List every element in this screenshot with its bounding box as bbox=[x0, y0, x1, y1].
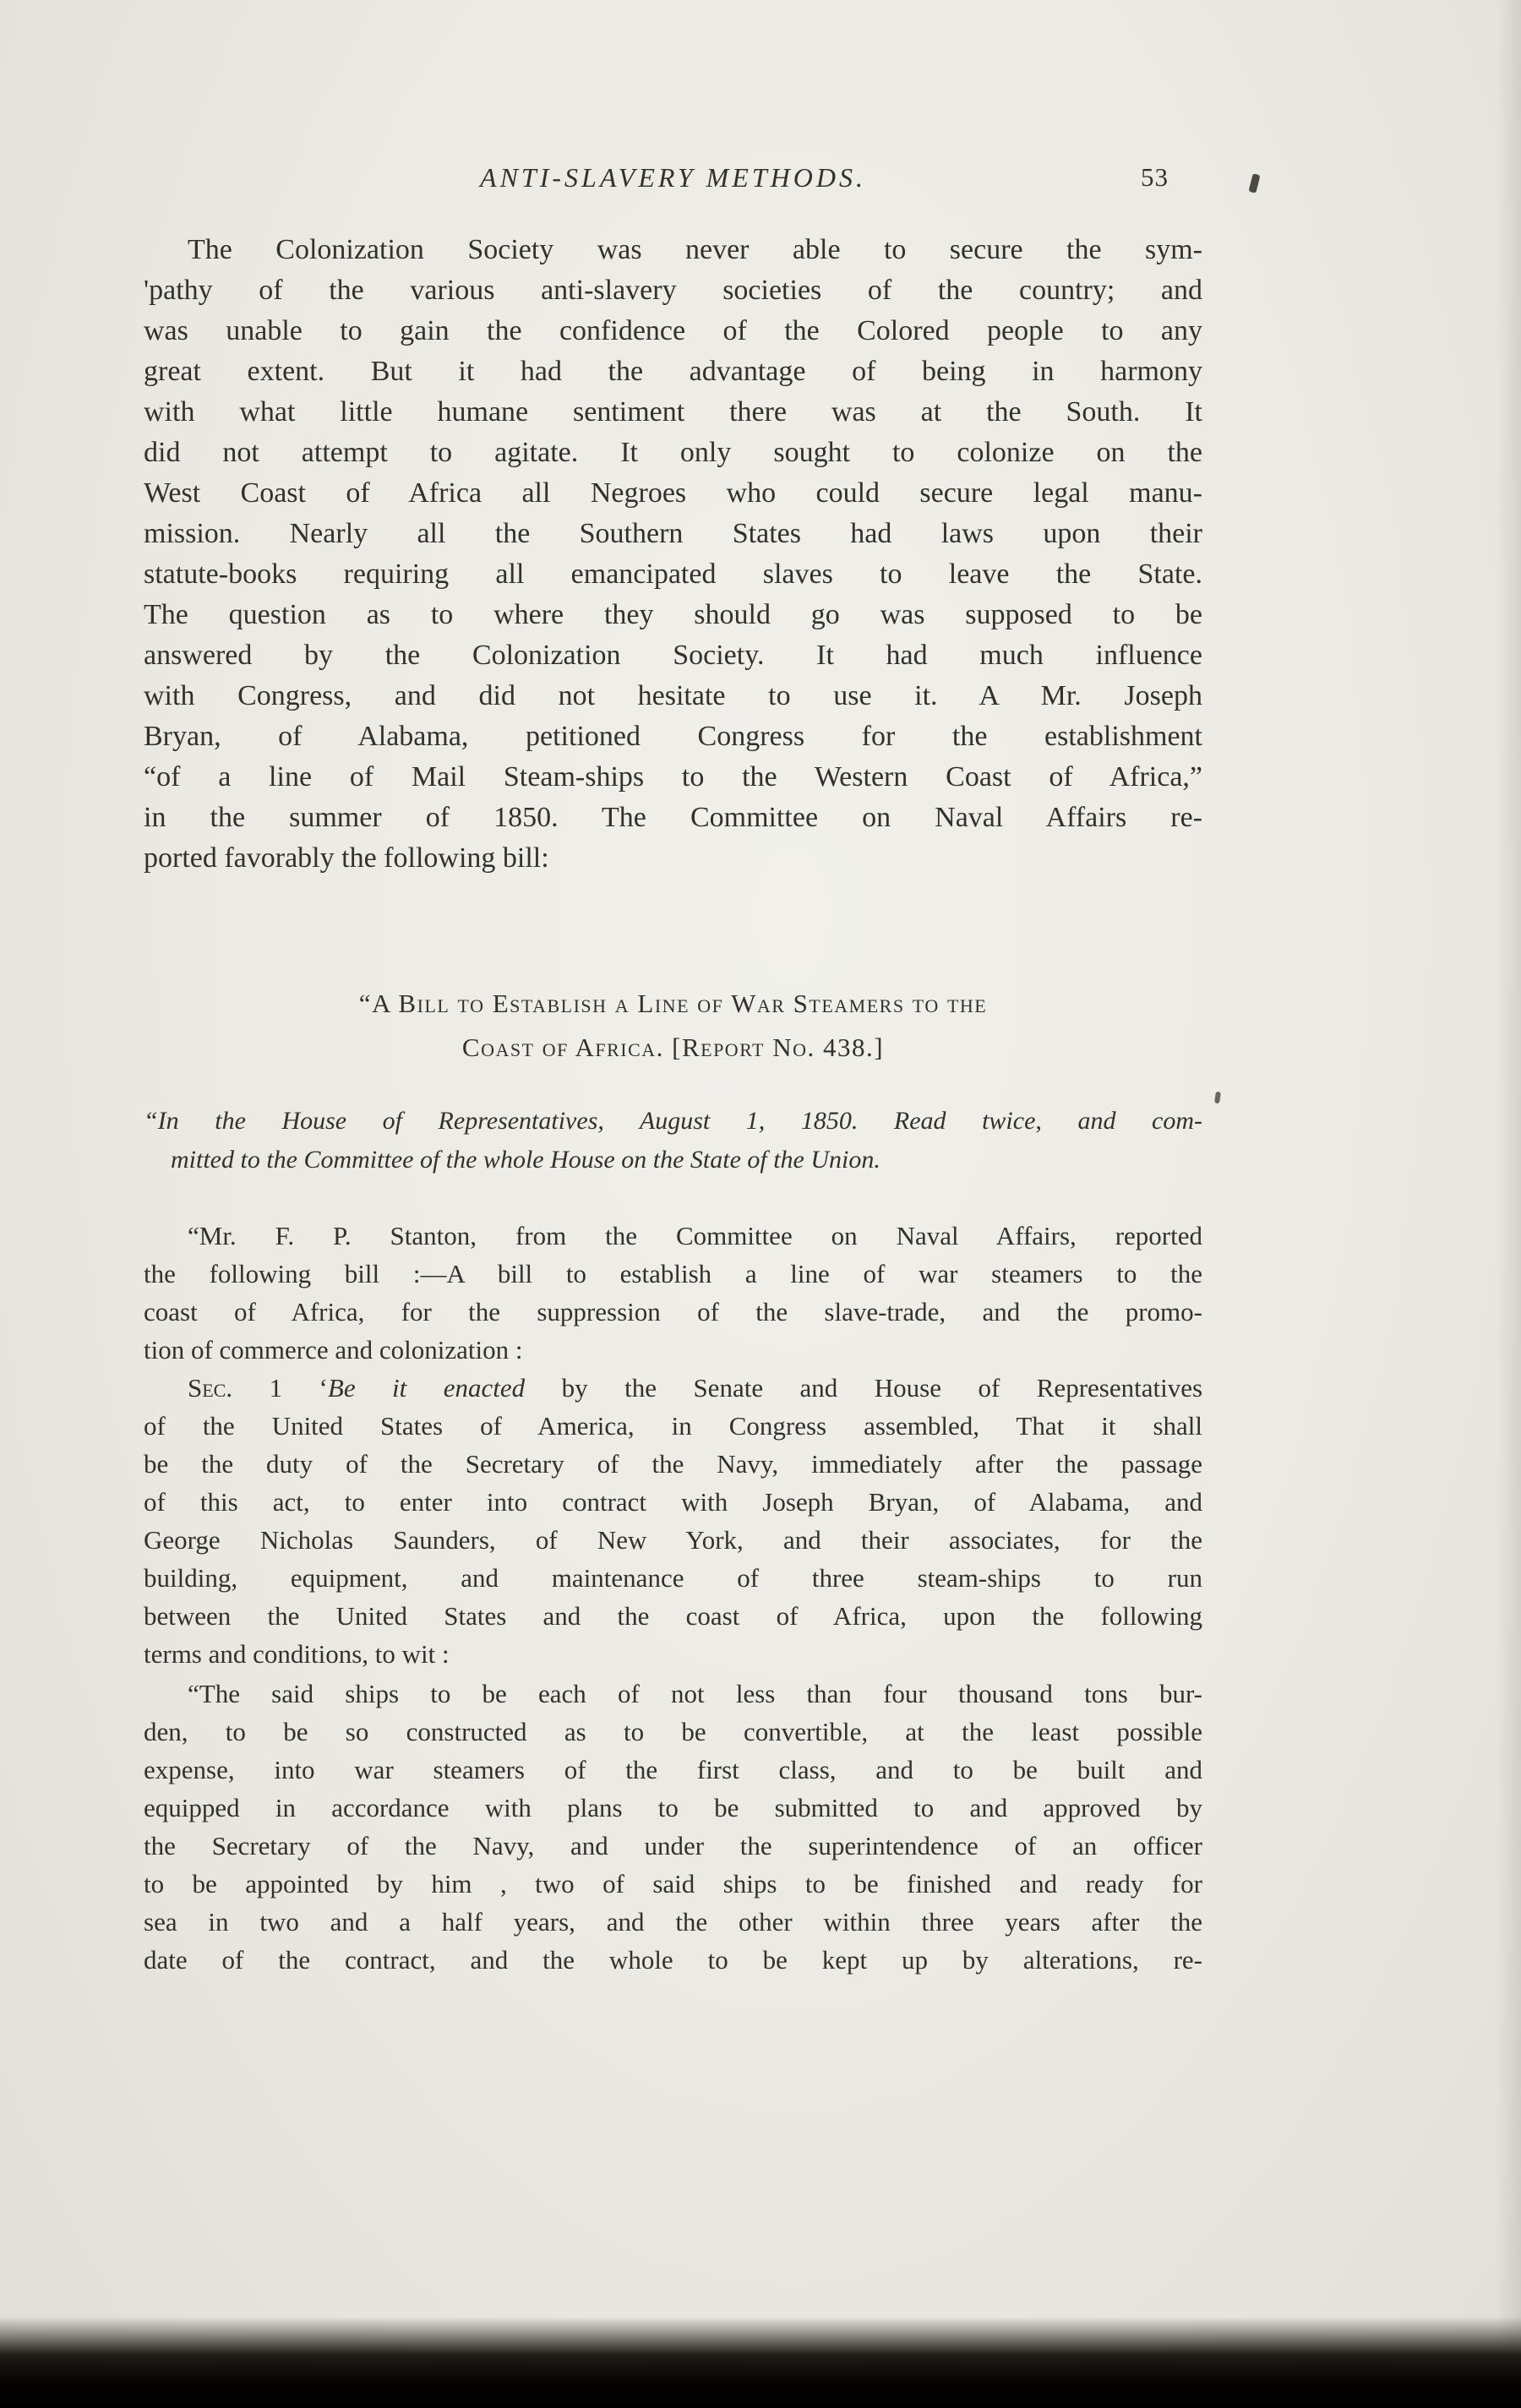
page-edge-shadow bbox=[1496, 0, 1521, 2408]
text-line: George Nicholas Saunders, of New York, and their associates, for the bbox=[144, 1525, 1202, 1555]
small-caps-text: Sec. bbox=[188, 1373, 233, 1403]
text-line: the following bill :—A bill to establish a line of war steamers to the bbox=[144, 1259, 1202, 1288]
text-line: The question as to where they should go was supposed to be bbox=[144, 599, 1202, 630]
bill-paragraph-section-1 bbox=[144, 1369, 1202, 1673]
text-line: mitted to the Committee of the whole House on the State of the Union. bbox=[171, 1146, 880, 1174]
chapter-title: ANTI-SLAVERY METHODS. bbox=[480, 162, 866, 193]
text-line: the Secretary of the Navy, and under the superintendence of an officer bbox=[144, 1831, 1202, 1860]
running-header bbox=[144, 162, 1202, 193]
text-line: did not attempt to agitate. It only sought to colonize on the bbox=[144, 437, 1202, 468]
text-line: West Coast of Africa all Negroes who could secure legal manu- bbox=[144, 477, 1202, 509]
text-line: sea in two and a half years, and the other within three years after the bbox=[144, 1907, 1202, 1937]
text-line: of the United States of America, in Congress assembled, That it shall bbox=[144, 1411, 1202, 1441]
scan-edge-bottom bbox=[0, 2317, 1521, 2408]
text-line: great extent. But it had the advantage of being in harmony bbox=[144, 356, 1202, 387]
text-line: 'pathy of the various anti-slavery societies of the country; and bbox=[144, 275, 1202, 306]
text-line: “A Bill to Establish a Line of War Steamers to the bbox=[358, 989, 988, 1018]
bill-paragraph-ships bbox=[144, 1675, 1202, 1979]
text-line: in the summer of 1850. The Committee on Naval Affairs re- bbox=[144, 802, 1202, 833]
text-line: mission. Nearly all the Southern States had laws upon their bbox=[144, 518, 1202, 549]
text-line: building, equipment, and maintenance of three steam-ships to run bbox=[144, 1563, 1202, 1593]
text-line: be the duty of the Secretary of the Navy, immediately after the passage bbox=[144, 1449, 1202, 1479]
text-line: of this act, to enter into contract with Joseph Bryan, of Alabama, and bbox=[144, 1487, 1202, 1517]
text-line bbox=[144, 1369, 1202, 1407]
text-segment: 1 ‘ bbox=[232, 1373, 328, 1403]
text-segment: by the Senate and House of Representatives bbox=[525, 1373, 1203, 1403]
opening-paragraph bbox=[144, 230, 1202, 879]
text-line: Coast of Africa. [Report No. 438.] bbox=[461, 1032, 885, 1062]
text-line: equipped in accordance with plans to be submitted to and approved by bbox=[144, 1793, 1202, 1822]
text-line: tion of commerce and colonization : bbox=[144, 1335, 523, 1365]
bill-heading bbox=[144, 982, 1202, 1070]
text-line: statute-books requiring all emancipated slaves to leave the State. bbox=[144, 558, 1202, 590]
text-line: date of the contract, and the whole to be kept up by alterations, re- bbox=[144, 1945, 1202, 1975]
bill-paragraph-stanton bbox=[144, 1217, 1202, 1369]
text-line: ported favorably the following bill: bbox=[144, 842, 549, 874]
text-line: “of a line of Mail Steam-ships to the Western Coast of Africa,” bbox=[144, 761, 1202, 793]
italic-text: Be it enacted bbox=[327, 1373, 526, 1403]
text-line: with Congress, and did not hesitate to use it. A Mr. Joseph bbox=[144, 680, 1202, 711]
text-line: den, to be so constructed as to be convertible, at the least possible bbox=[144, 1717, 1202, 1746]
text-line: The Colonization Society was never able to secure the sym- bbox=[188, 234, 1202, 265]
text-line: to be appointed by him , two of said ships to be finished and ready for bbox=[144, 1869, 1202, 1899]
ink-speck bbox=[1214, 1092, 1221, 1104]
text-line: was unable to gain the confidence of the Colored people to any bbox=[144, 315, 1202, 346]
page-number: 53 bbox=[1141, 162, 1169, 192]
text-line: terms and conditions, to wit : bbox=[144, 1639, 450, 1669]
text-line: Bryan, of Alabama, petitioned Congress for the establishment bbox=[144, 721, 1202, 752]
text-line: “In the House of Representatives, August 1, 1850. Read twice, and com- bbox=[144, 1107, 1202, 1135]
text-line: answered by the Colonization Society. It had much influence bbox=[144, 640, 1202, 671]
text-line: “Mr. F. P. Stanton, from the Committee on Naval Affairs, reported bbox=[188, 1221, 1202, 1250]
text-line: with what little humane sentiment there was at the South. It bbox=[144, 396, 1202, 428]
text-line: between the United States and the coast of Africa, upon the following bbox=[144, 1601, 1202, 1631]
bill-citation bbox=[144, 1102, 1202, 1179]
text-line: “The said ships to be each of not less than four thousand tons bur- bbox=[188, 1679, 1202, 1708]
text-line: expense, into war steamers of the first class, and to be built and bbox=[144, 1755, 1202, 1784]
ink-speck bbox=[1248, 173, 1260, 193]
text-line: coast of Africa, for the suppression of the slave-trade, and the promo- bbox=[144, 1297, 1202, 1327]
